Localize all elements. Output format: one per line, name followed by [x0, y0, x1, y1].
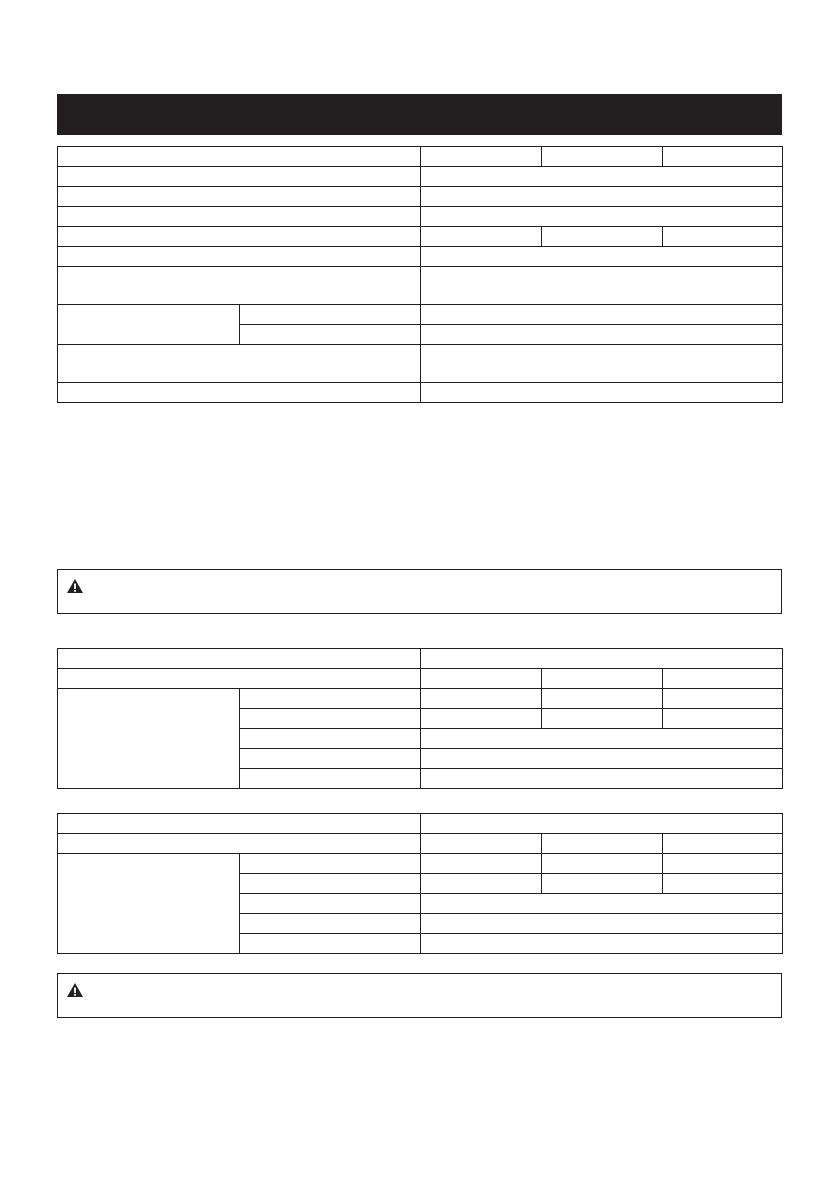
row-value — [663, 227, 783, 247]
row-label — [58, 267, 421, 305]
table-cell — [421, 814, 783, 834]
table-cell — [421, 749, 783, 769]
table-cell — [421, 834, 542, 854]
row-value — [421, 305, 783, 325]
table-cell — [421, 649, 783, 669]
table-cell — [240, 894, 421, 914]
model-cell — [663, 147, 783, 167]
table-row — [58, 305, 783, 325]
table-cell — [240, 914, 421, 934]
table-cell — [240, 749, 421, 769]
table-cell — [542, 854, 663, 874]
table-row — [58, 689, 783, 709]
row-label — [58, 247, 421, 267]
row-value — [421, 227, 542, 247]
warning-triangle-icon — [66, 578, 84, 594]
table-cell — [663, 669, 783, 689]
table-cell — [240, 934, 421, 954]
table-cell — [240, 689, 421, 709]
table-row — [58, 834, 783, 854]
row-label — [58, 207, 421, 227]
table-row — [58, 227, 783, 247]
warning-box — [57, 569, 782, 614]
table-cell — [421, 934, 783, 954]
table-cell — [542, 669, 663, 689]
section-header-bar — [57, 94, 782, 135]
table-row — [58, 167, 783, 187]
row-label — [240, 305, 421, 325]
table-cell — [663, 874, 783, 894]
table-cell — [240, 769, 421, 789]
group-label — [58, 305, 240, 345]
row-value — [421, 207, 783, 227]
table-cell — [240, 709, 421, 729]
table-row — [58, 345, 783, 383]
table-cell — [542, 834, 663, 854]
table-cell — [663, 689, 783, 709]
table-cell — [58, 854, 240, 954]
table-cell — [58, 689, 240, 789]
row-value — [421, 247, 783, 267]
table-cell — [58, 649, 421, 669]
table-row — [58, 187, 783, 207]
table-cell — [421, 854, 542, 874]
row-label — [240, 325, 421, 345]
table-row — [58, 147, 783, 167]
table-cell — [58, 669, 421, 689]
table-cell — [240, 729, 421, 749]
table-cell — [240, 854, 421, 874]
warning-box — [57, 973, 782, 1018]
table-cell — [663, 834, 783, 854]
table-cell — [421, 914, 783, 934]
table-cell — [421, 689, 542, 709]
table-row — [58, 247, 783, 267]
table-cell — [421, 709, 542, 729]
table-cell — [58, 814, 421, 834]
table-cell — [421, 769, 783, 789]
row-value — [421, 325, 783, 345]
row-label — [58, 227, 421, 247]
table-cell — [421, 669, 542, 689]
table-cell — [542, 874, 663, 894]
table-row — [58, 814, 783, 834]
row-label — [58, 167, 421, 187]
row-label — [58, 187, 421, 207]
model-label-cell — [58, 147, 421, 167]
warning-triangle-icon — [66, 982, 84, 998]
row-value — [542, 227, 663, 247]
table-row — [58, 649, 783, 669]
emission-table — [57, 813, 783, 954]
table-row — [58, 854, 783, 874]
row-label — [58, 345, 421, 383]
row-value — [421, 345, 783, 383]
table-cell — [542, 709, 663, 729]
row-value — [421, 187, 783, 207]
specifications-table — [57, 146, 783, 403]
table-cell — [421, 729, 783, 749]
model-cell — [542, 147, 663, 167]
table-row — [58, 669, 783, 689]
model-cell — [421, 147, 542, 167]
table-cell — [421, 874, 542, 894]
table-row — [58, 383, 783, 403]
table-cell — [58, 834, 421, 854]
row-value — [421, 383, 783, 403]
row-label — [58, 383, 421, 403]
table-cell — [542, 689, 663, 709]
table-row — [58, 207, 783, 227]
table-cell — [421, 894, 783, 914]
table-cell — [663, 854, 783, 874]
row-value — [421, 167, 783, 187]
table-cell — [240, 874, 421, 894]
table-cell — [663, 709, 783, 729]
table-row — [58, 267, 783, 305]
row-value — [421, 267, 783, 305]
emission-table — [57, 648, 783, 789]
